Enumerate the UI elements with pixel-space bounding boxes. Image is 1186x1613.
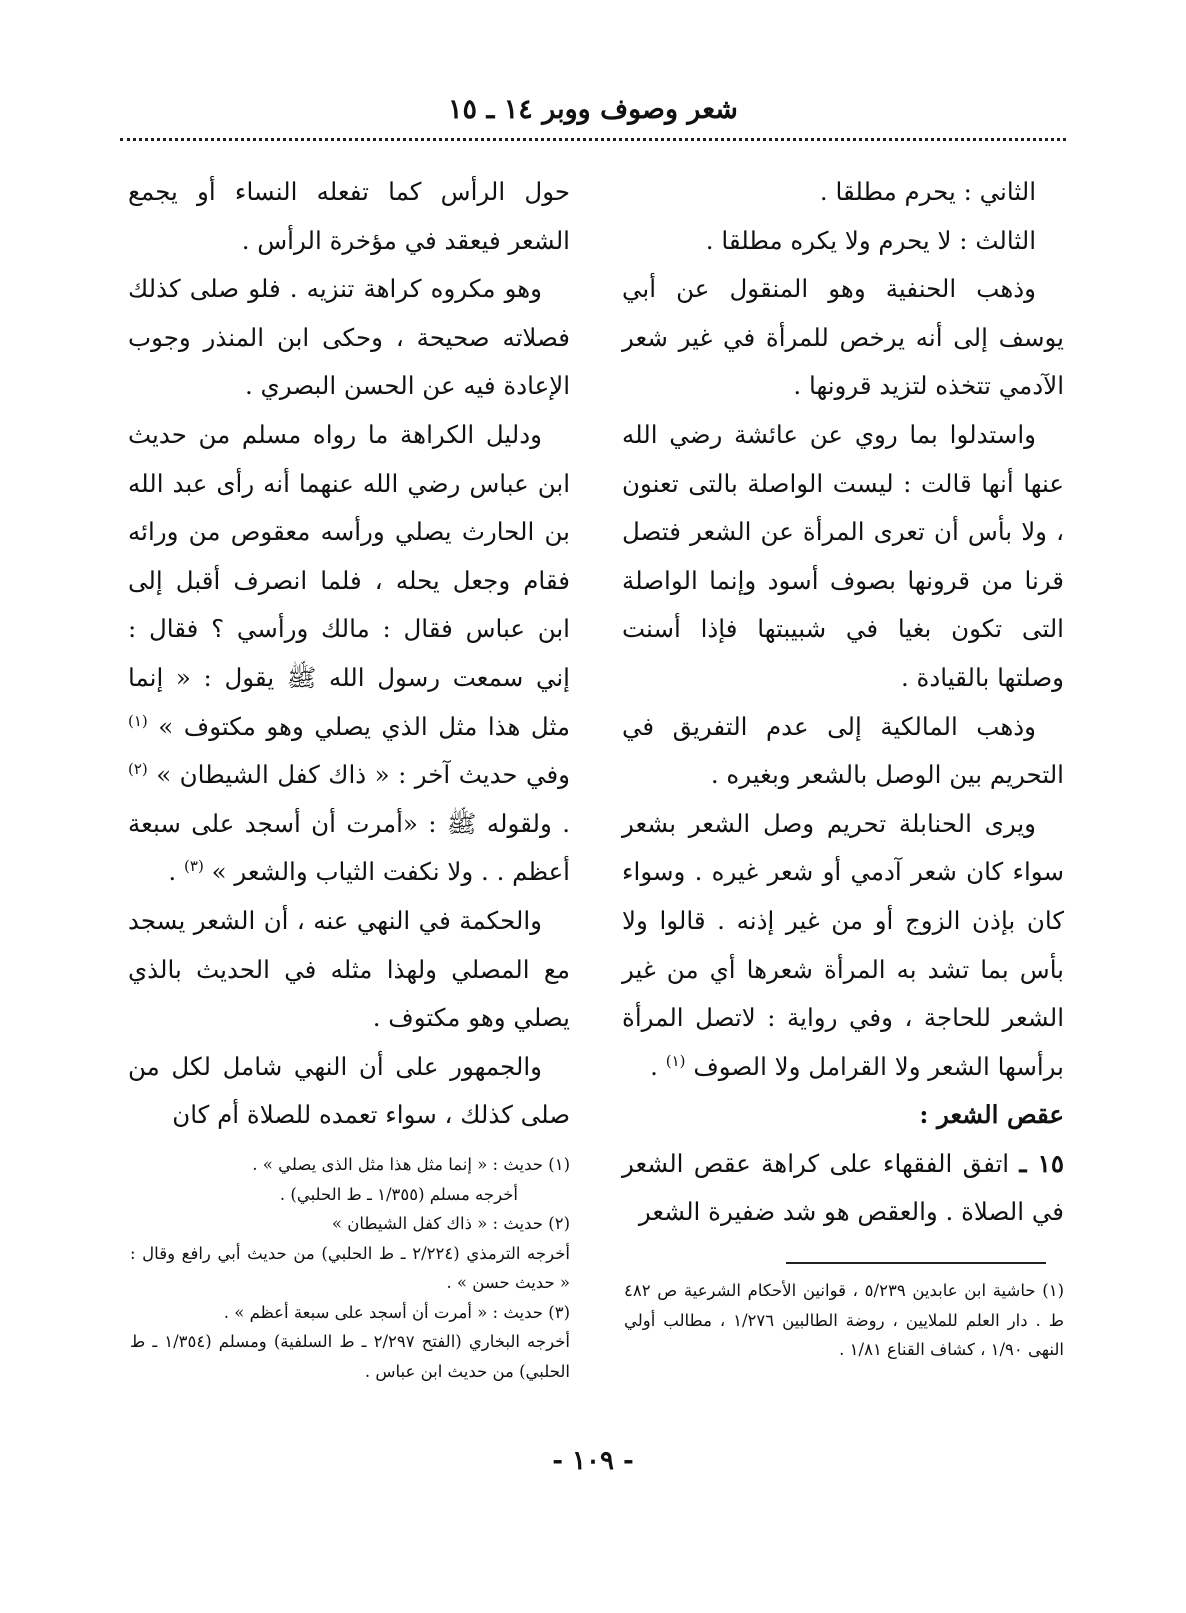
paragraph-text: . ولقوله ﷺ : «أمرت أن أسجد على سبعة أعظم . . ولا نكفت الثياب والشعر » — [128, 808, 570, 887]
section-heading: عقص الشعر : — [919, 1100, 1064, 1130]
header-dotted-rule — [120, 138, 1066, 141]
page-number: - ١٠٩ - — [552, 1446, 634, 1476]
paragraph-text: اتفق الفقهاء على كراهة عقص الشعر في الصلاة . والعقص هو شد ضفيرة الشعر — [622, 1148, 1064, 1227]
footnotes-right — [624, 1276, 1064, 1365]
paragraph — [622, 1140, 1064, 1237]
paragraph — [622, 800, 1064, 1092]
footnote: (١) حاشية ابن عابدين ٥/٢٣٩ ، قوانين الأحكام الشرعية ص ٤٨٢ ط . دار العلم للملايين ، روضة الطالبين ١/٢٧٦ ، مطالب أولي النهى ١/٩٠ ، كشاف القناع ١/٨١ . — [624, 1281, 1065, 1359]
paragraph-text: ودليل الكراهة ما رواه مسلم من حديث ابن عباس رضي الله عنهما أنه رأى عبد الله بن الحارث يصلي ورأسه معقوص من ورائه فقام وجعل يحله ، فلما انصرف أقبل إلى ابن عباس فقال : مالك ورأسي ؟ فقال : إني سمعت رسول الله ﷺ يقول : « إنما مثل هذا مثل الذي يصلي وهو مكتوف » — [128, 419, 570, 741]
footnote: (١) حديث : « إنما مثل هذا مثل الذى يصلي » . — [252, 1155, 570, 1174]
paragraph-end: . — [168, 857, 177, 887]
paragraph: وذهب المالكية إلى عدم التفريق في التحريم بين الوصل بالشعر وبغيره . — [622, 711, 1064, 790]
paragraph-text: وفي حديث آخر : « ذاك كفل الشيطان » — [156, 760, 570, 790]
paragraph: الثاني : يحرم مطلقا . — [819, 177, 1036, 206]
paragraph: والحكمة في النهي عنه ، أن الشعر يسجد مع المصلي ولهذا مثله في الحديث بالذي يصلي وهو مكتوف . — [128, 905, 570, 1033]
section-number: ١٥ ـ — [1019, 1148, 1064, 1178]
footnote: (٣) حديث : « أمرت أن أسجد على سبعة أعظم » . — [223, 1302, 570, 1322]
footnote-reference: (١) — [665, 1051, 686, 1070]
left-column — [128, 168, 570, 1140]
footnote: (٢) حديث : « ذاك كفل الشيطان » — [331, 1214, 570, 1233]
footnote-source: أخرجه مسلم (١/٣٥٥ ـ ط الحلبي) . — [279, 1184, 518, 1204]
paragraph — [128, 411, 570, 897]
footnote-rule — [786, 1262, 1046, 1264]
footnotes-left — [130, 1150, 570, 1386]
paragraph: واستدلوا بما روي عن عائشة رضي الله عنها أنها قالت : ليست الواصلة بالتى تعنون ، ولا بأس أن تعرى المرأة عن الشعر فتصل قرنا من قرونها بصوف أسود وإنما الواصلة التى تكون بغيا في شبيبتها فإذا أسنت وصلتها بالقيادة . — [622, 419, 1064, 692]
right-column — [622, 168, 1064, 1237]
footnote-reference: (٣) — [184, 857, 204, 876]
paragraph-end: . — [650, 1051, 658, 1081]
paragraph: الثالث : لا يحرم ولا يكره مطلقا . — [705, 225, 1036, 255]
paragraph: حول الرأس كما تفعله النساء أو يجمع الشعر فيعقد في مؤخرة الرأس . — [128, 177, 570, 255]
footnote-reference: (١) — [128, 711, 148, 730]
footnote-source: أخرجه البخاري (الفتح ٢/٢٩٧ ـ ط السلفية) ومسلم (١/٣٥٤ ـ ط الحلبي) من حديث ابن عباس . — [130, 1332, 570, 1381]
paragraph: وذهب الحنفية وهو المنقول عن أبي يوسف إلى أنه يرخص للمرأة في غير شعر الآدمي تتخذه لتزيد قرونها . — [622, 274, 1064, 401]
paragraph: والجمهور على أن النهي شامل لكل من صلى كذلك ، سواء تعمده للصلاة أم كان — [128, 1051, 570, 1130]
paragraph-text: ويرى الحنابلة تحريم وصل الشعر بشعر سواء كان شعر آدمي أو شعر غيره . وسواء كان بإذن الزوج أو من غير إذنه . قالوا ولا بأس بما تشد به المرأة شعرها أي من غير الشعر للحاجة ، وفي رواية : لاتصل المرأة برأسها الشعر ولا القرامل ولا الصوف — [622, 808, 1064, 1081]
running-header: شعر وصوف ووبر ١٤ ـ ١٥ — [448, 94, 738, 125]
paragraph: وهو مكروه كراهة تنزيه . فلو صلى كذلك فصلاته صحيحة ، وحكى ابن المنذر وجوب الإعادة فيه عن الحسن البصري . — [128, 274, 570, 401]
footnote-reference: (٢) — [128, 759, 148, 778]
footnote-source: أخرجه الترمذي (٢/٢٢٤ ـ ط الحلبي) من حديث أبي رافع وقال : « حديث حسن » . — [130, 1243, 570, 1292]
